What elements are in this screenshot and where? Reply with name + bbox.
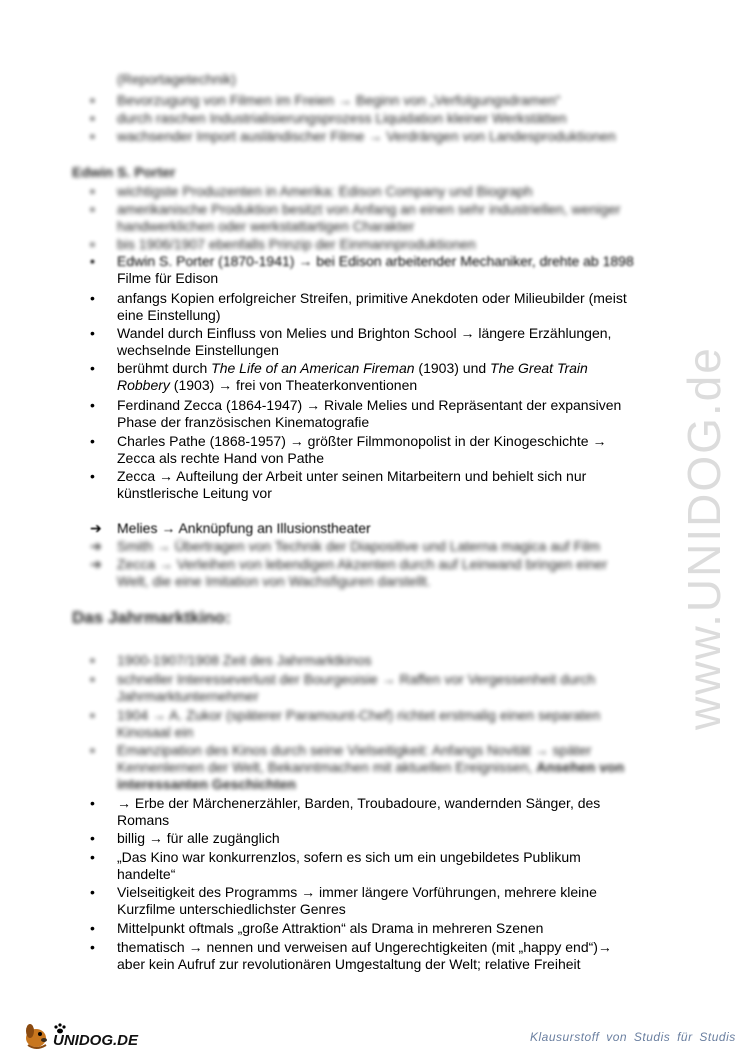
list-item-text: Charles Pathe (1868-1957) → größter Filmmonopolist in der Kinogeschichte → Zecca als rechte Hand von Pathe [117, 433, 607, 467]
list-item-text: amerikanische Produktion besitzt von Anfang an einen sehr industriellen, weniger [117, 201, 621, 217]
list-item-text: Zecca → Aufteilung der Arbeit unter seinen Mitarbeitern und behielt sich nur künstlerische Leitung vor [117, 468, 587, 502]
list-item-text: 1900-1907/1908 Zeit des Jahrmarktkinos [117, 652, 372, 668]
list-item-text: 1904 → A. Zukor (späterer Paramount-Chef) richtet erstmalig einen separaten Kinosaal ein [117, 707, 601, 741]
dog-logo-icon [20, 1018, 160, 1052]
arrow-icon: ➔ [90, 538, 102, 554]
list-item-text: → Erbe der Märchenerzähler, Barden, Troubadoure, wandernden Sänger, des Romans [117, 795, 601, 829]
footer-tagline: Klausurstoff von Studis für Studis [530, 1030, 736, 1044]
list-item-text: billig → für alle zugänglich [117, 830, 280, 846]
list-item-text: Bevorzugung von Filmen im Freien → Beginn von „Verfolgungsdramen“ [117, 92, 561, 108]
watermark-text: www.UNIDOG.de [678, 346, 730, 730]
section-heading: Edwin S. Porter [72, 164, 176, 180]
list-item-text: durch raschen Industrialisierungsprozess Liquidation kleiner Werkstätten [117, 110, 567, 126]
list-item-text: berühmt durch The Life of an American Fireman (1903) und The Great Train Robbery (1903) → frei von Theaterkonventionen [117, 360, 588, 394]
text-line: Filme für Edison [117, 270, 219, 286]
list-item-text: Mittelpunkt oftmals „große Attraktion“ als Drama in mehreren Szenen [117, 920, 544, 936]
list-item-text: thematisch → nennen und verweisen auf Ungerechtigkeiten (mit „happy end“)→ aber kein Aufruf zur revolutionären Umgestaltung der Welt; relative Freiheit [117, 939, 612, 973]
list-item-text: bis 1906/1907 ebenfalls Prinzip der Einmannproduktionen [117, 236, 476, 252]
arrow-list-item-text: Zecca → Verleihen von lebendigen Akzenten durch auf Leinwand bringen einer [117, 556, 608, 572]
section-heading: Das Jahrmarktkino: [72, 608, 231, 627]
arrow-list-item-text: Smith → Übertragen von Technik der Diapositive und Laterna magica auf Film [117, 538, 600, 554]
list-item-text: Emanzipation des Kinos durch seine Vielseitigkeit: Anfangs Novität → später Kennenlernen der Welt, Bekanntmachen mit aktuellen Ereignissen, Ansehen von interessanten Geschichten [117, 742, 625, 793]
document-page: (Reportagetechnik) • Bevorzugung von Filmen im Freien → Beginn von „Verfolgungsdramen“ • durch raschen Industrialisierungsprozess Liquidation kleiner Werkstätten • wachsender Import ausländischer Filme → Verdrängen von Landesproduktionen Edwin S. Porter • wichtigste Produzenten in Amerika: Edison Company und Biograph • amerikanische Produktion besitzt von Anfang an einen sehr industriellen, weniger handwerklichen oder werkstattartigen Charakter • bis 1906/1907 ebenfalls Prinzip der Einmannproduktionen • Edwin S. Porter (1870-1941) → bei Edison arbeitender Mechaniker, drehte ab 1898 Filme für Edison • anfangs Kopien erfolgreicher Streifen, primitive Anekdoten oder Milieubilder (meist eine Einstellung) • Wandel durch Einfluss von Melies und Brighton School → längere Erzählungen, wechselnde Einstellungen • berühmt durch The Life of an American Fireman (1903) und The Great Train Robbery (1903) → frei von Theaterkonventionen • Ferdinand Zecca (1864-1947) → Rivale Melies und Repräsentant der expansiven Phase der französischen Kinematografie • Charles Pathe (1868-1957) → größter Filmmonopolist in der Kinogeschichte → Zecca als rechte Hand von Pathe • Zecca → Aufteilung der Arbeit unter seinen Mitarbeitern und behielt sich nur künstlerische Leitung vor ➔ Melies → Anknüpfung an Illusionstheater ➔ Smith → Übertragen von Technik der Diapositive und Laterna magica auf Film ➔ Zecca → Verleihen von lebendigen Akzenten durch auf Leinwand bringen einer Welt, die eine Imitation von Wachsfiguren darstellt. Das Jahrmarktkino: • 1900-1907/1908 Zeit des Jahrmarktkinos • schneller Interesseverlust der Bourgeoisie → Raffen vor Vergessenheit durch Jahrmarktunternehmer • 1904 → A. Zukor (späterer Paramount-Chef) richtet erstmalig einen separaten Kinosaal ein • Emanzipation des Kinos durch seine Vielseitigkeit: Anfangs Novität → später Kennenlernen der Welt, Bekanntmachen mit aktuellen Ereignissen, Ansehen von interessanten Geschichten • → Erbe der Märchenerzähler, Barden, Troubadoure, wandernden Sänger, des Romans • billig → für alle zugänglich • „Das Kino war konkurrenzlos, sofern es sich um ein ungebildetes Publikum handelte“ • Vielseitigkeit des Programms → immer längere Vorführungen, mehrere kleine Kurzfilme unterschiedlichster Genres • Mittelpunkt oftmals „große Attraktion“ als Drama in mehreren Szenen • thematisch → nennen und verweisen auf Ungerechtigkeiten (mit „happy end“)→ aber kein Aufruf zur revolutionären Umgestaltung der Welt; relative Freiheit www.UNIDOG.de UNIDOG.DE Klausurstoff von Studis für Studis [0, 0, 750, 1060]
list-item-text: Vielseitigkeit des Programms → immer längere Vorführungen, mehrere kleine Kurzfilme unterschiedlichster Genres [117, 884, 597, 918]
list-item-text: Edwin S. Porter (1870-1941) → bei Edison arbeitender Mechaniker, drehte ab 1898 [117, 253, 634, 269]
logo-text: UNIDOG.DE [53, 1032, 139, 1049]
arrow-icon: ➔ [90, 556, 102, 572]
footer-logo[interactable] [20, 1018, 160, 1048]
list-item-text: „Das Kino war konkurrenzlos, sofern es sich um ein ungebildetes Publikum handelte“ [117, 849, 581, 883]
text-line: Welt, die eine Imitation von Wachsfiguren darstellt. [117, 573, 431, 589]
list-item-text: Ferdinand Zecca (1864-1947) → Rivale Melies und Repräsentant der expansiven Phase der französischen Kinematografie [117, 397, 622, 431]
list-item-text: wachsender Import ausländischer Filme → Verdrängen von Landesproduktionen [117, 128, 616, 144]
list-item-text: Wandel durch Einfluss von Melies und Brighton School → längere Erzählungen, wechselnde Einstellungen [117, 325, 612, 359]
arrow-list-item-text: Melies → Anknüpfung an Illusionstheater [117, 520, 371, 536]
list-item-text: anfangs Kopien erfolgreicher Streifen, primitive Anekdoten oder Milieubilder (meist eine Einstellung) [117, 290, 627, 324]
list-item-text: schneller Interesseverlust der Bourgeoisie → Raffen vor Vergessenheit durch Jahrmarktunternehmer [117, 671, 596, 705]
watermark [650, 280, 750, 740]
text-line: handwerklichen oder werkstattartigen Charakter [117, 218, 415, 234]
arrow-icon: ➔ [90, 520, 102, 536]
text-line: (Reportagetechnik) [117, 71, 237, 87]
list-item-text: wichtigste Produzenten in Amerika: Edison Company und Biograph [117, 183, 533, 199]
